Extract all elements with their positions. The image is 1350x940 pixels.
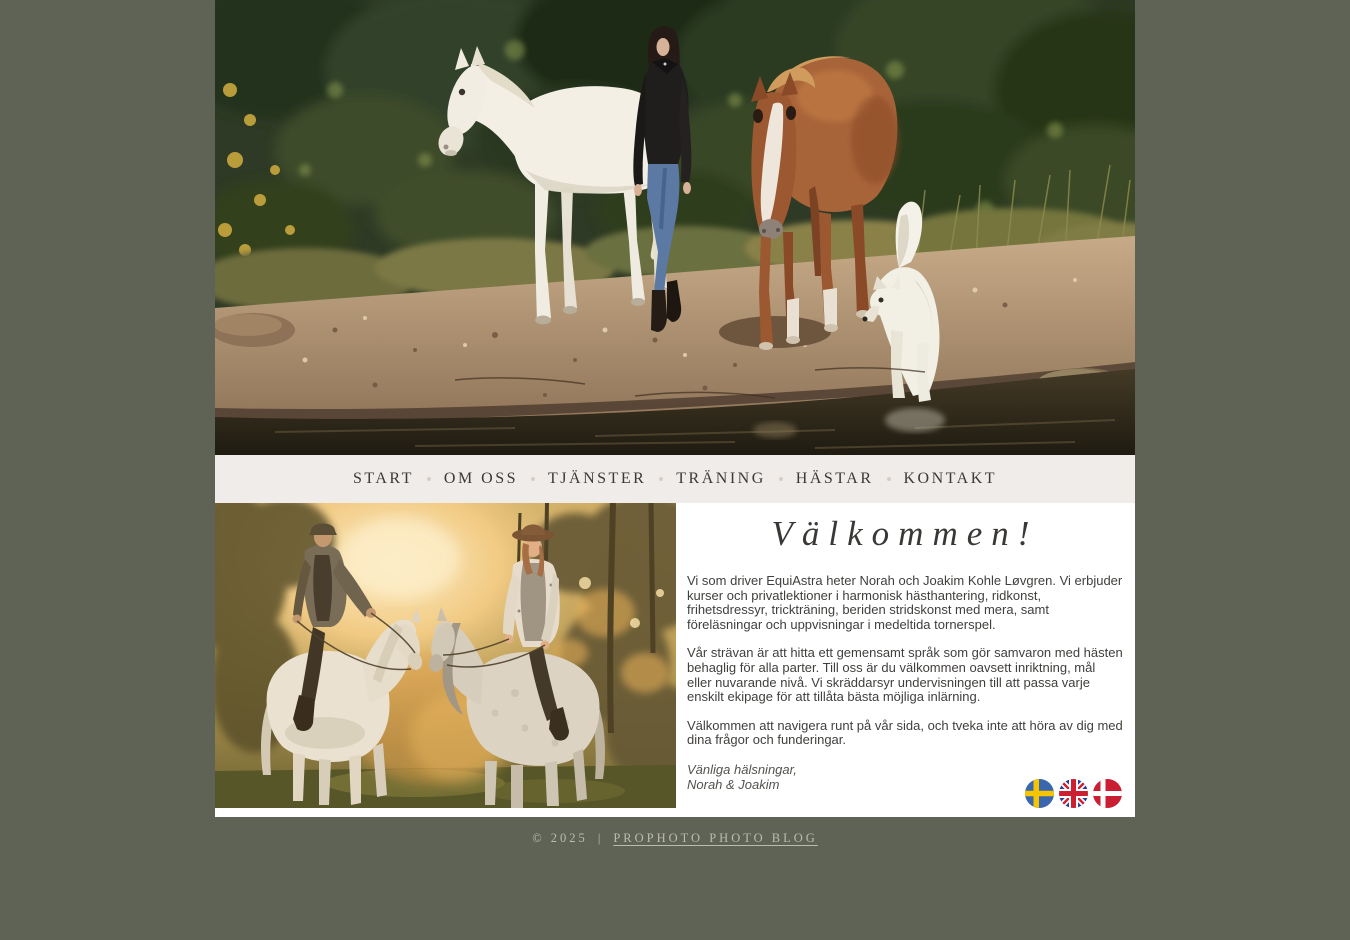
welcome-paragraph: Välkommen att navigera runt på vår sida, och tveka inte att höra av dig med dina frågor och funderingar. [687, 717, 1123, 748]
nav-separator-dot [779, 477, 783, 481]
welcome-panel [676, 503, 1135, 808]
swedish-flag-icon[interactable] [1025, 779, 1054, 808]
prophoto-blog-link[interactable]: PROPHOTO PHOTO BLOG [613, 831, 818, 845]
stepping-rock [719, 316, 831, 348]
hero-photo [215, 0, 1135, 455]
nav-separator-dot [887, 477, 891, 481]
nav-item-kontakt[interactable]: KONTAKT [903, 470, 998, 487]
signature-line: Norah & Joakim [687, 776, 780, 792]
nav-item-om-oss[interactable]: OM OSS [443, 470, 519, 487]
welcome-paragraph: Vår strävan är att hitta ett gemensamt språk som gör samvaron med hästen behaglig för alla parter. Till oss är du välkommen oavsett inriktning, mål eller nuvarande nivå. Vi skräddarsyr undervisningen till att passa varje enskilt ekipage för att tillåta bästa möjliga inlärning. [687, 645, 1123, 705]
page-title: Välkommen! [771, 514, 1039, 553]
uk-flag-icon[interactable] [1059, 779, 1088, 808]
copyright-text: © 2025 [532, 831, 588, 845]
welcome-paragraph: Vi som driver EquiAstra heter Norah och Joakim Kohle Løvgren. Vi erbjuder kurser och privatlektioner i harmonisk hästhantering, ridkonst, frihetsdressyr, trickträning, beriden stridskonst med mera, samt föreläsningar och uppvisningar i medeltida tornerspel. [687, 573, 1123, 632]
danish-flag-icon[interactable] [1093, 779, 1122, 808]
nav-separator-dot [427, 477, 431, 481]
footer-separator: | [597, 831, 604, 845]
signature-line: Vänliga hälsningar, [687, 761, 797, 777]
welcome-section [215, 503, 1135, 817]
nav-separator-dot [531, 477, 535, 481]
nav-separator-dot [659, 477, 663, 481]
nav-item-traning[interactable]: TRÄNING [676, 470, 766, 487]
content-column [215, 0, 1135, 846]
nav-item-hastar[interactable]: HÄSTAR [795, 470, 874, 487]
language-switcher [1025, 779, 1122, 808]
nav-item-start[interactable]: START [352, 470, 414, 487]
nav-item-tjanster[interactable]: TJÄNSTER [548, 470, 647, 487]
welcome-photo [215, 503, 676, 808]
main-nav [215, 455, 1135, 503]
footer [215, 817, 1135, 846]
